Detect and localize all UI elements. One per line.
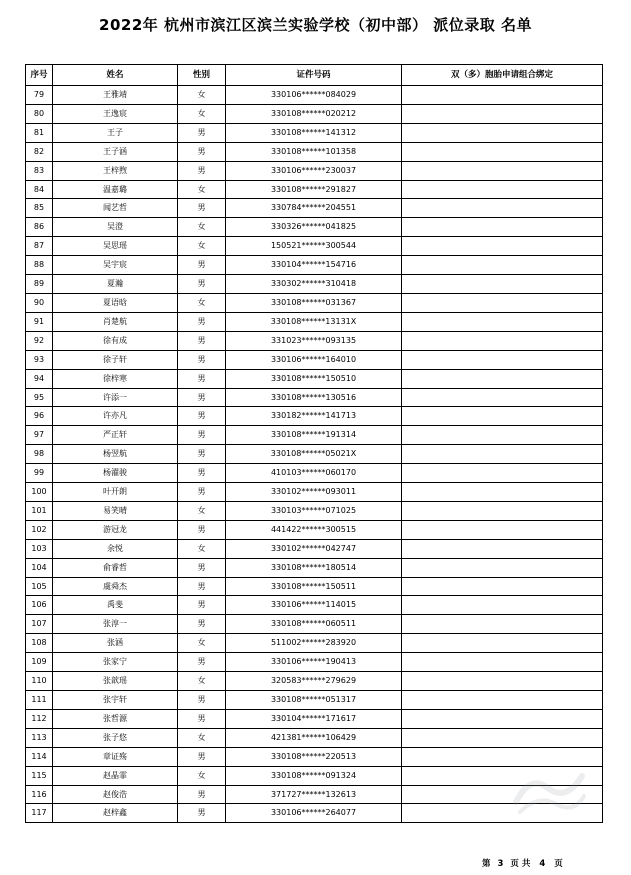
cell-twin-binding [402,218,603,237]
cell-no: 90 [26,293,53,312]
table-row [26,237,603,256]
cell-name: 俞睿哲 [53,558,178,577]
cell-twin-binding [402,483,603,502]
cell-gender: 男 [178,369,226,388]
cell-gender: 男 [178,520,226,539]
cell-no: 104 [26,558,53,577]
cell-gender: 男 [178,123,226,142]
table-row [26,426,603,445]
cell-twin-binding [402,350,603,369]
table-header-row [26,65,603,86]
cell-twin-binding [402,407,603,426]
cell-twin-binding [402,369,603,388]
cell-name: 易笑晴 [53,501,178,520]
cell-id: 330108******051317 [226,691,402,710]
cell-no: 103 [26,539,53,558]
cell-gender: 男 [178,691,226,710]
cell-gender: 女 [178,86,226,105]
table-row [26,615,603,634]
cell-gender: 男 [178,615,226,634]
cell-name: 张哲源 [53,709,178,728]
cell-gender: 男 [178,350,226,369]
cell-no: 85 [26,199,53,218]
cell-id: 330106******114015 [226,596,402,615]
cell-id: 330104******171617 [226,709,402,728]
cell-name: 禹斐 [53,596,178,615]
cell-gender: 男 [178,161,226,180]
cell-id: 441422******300515 [226,520,402,539]
cell-id: 330108******220513 [226,747,402,766]
cell-gender: 男 [178,331,226,350]
table-row [26,104,603,123]
cell-name: 章证殇 [53,747,178,766]
cell-name: 杨翌航 [53,445,178,464]
cell-no: 117 [26,804,53,823]
cell-twin-binding [402,464,603,483]
cell-name: 王雅靖 [53,86,178,105]
cell-twin-binding [402,256,603,275]
cell-no: 114 [26,747,53,766]
cell-no: 113 [26,728,53,747]
cell-twin-binding [402,312,603,331]
header-gender: 性别 [178,65,226,86]
cell-twin-binding [402,653,603,672]
cell-id: 330108******130516 [226,388,402,407]
cell-id: 330108******150511 [226,577,402,596]
cell-name: 杨濯骏 [53,464,178,483]
cell-twin-binding [402,634,603,653]
table-row [26,142,603,161]
cell-gender: 男 [178,596,226,615]
cell-gender: 女 [178,237,226,256]
cell-name: 赵梓鑫 [53,804,178,823]
cell-gender: 男 [178,558,226,577]
table-row [26,672,603,691]
header-name: 姓名 [53,65,178,86]
table-row [26,388,603,407]
cell-gender: 男 [178,577,226,596]
cell-name: 吴宇宸 [53,256,178,275]
cell-twin-binding [402,539,603,558]
cell-no: 84 [26,180,53,199]
cell-no: 92 [26,331,53,350]
cell-twin-binding [402,615,603,634]
cell-no: 116 [26,785,53,804]
cell-no: 91 [26,312,53,331]
cell-no: 82 [26,142,53,161]
cell-id: 330103******071025 [226,501,402,520]
cell-no: 108 [26,634,53,653]
cell-id: 330302******310418 [226,275,402,294]
cell-twin-binding [402,558,603,577]
cell-id: 330108******13131X [226,312,402,331]
cell-id: 330106******164010 [226,350,402,369]
cell-id: 330108******150510 [226,369,402,388]
table-body [26,86,603,823]
cell-gender: 女 [178,293,226,312]
cell-name: 赵晶霏 [53,766,178,785]
cell-name: 许亦凡 [53,407,178,426]
cell-gender: 男 [178,256,226,275]
cell-twin-binding [402,161,603,180]
cell-gender: 男 [178,275,226,294]
cell-twin-binding [402,501,603,520]
cell-twin-binding [402,426,603,445]
cell-twin-binding [402,577,603,596]
cell-gender: 男 [178,426,226,445]
cell-no: 80 [26,104,53,123]
cell-no: 88 [26,256,53,275]
cell-no: 100 [26,483,53,502]
cell-name: 夏瀚 [53,275,178,294]
cell-id: 150521******300544 [226,237,402,256]
cell-no: 97 [26,426,53,445]
cell-no: 115 [26,766,53,785]
table-row [26,634,603,653]
cell-twin-binding [402,691,603,710]
cell-name: 张歆瑶 [53,672,178,691]
cell-name: 叶开朗 [53,483,178,502]
cell-twin-binding [402,123,603,142]
cell-no: 96 [26,407,53,426]
cell-twin-binding [402,709,603,728]
cell-gender: 女 [178,728,226,747]
cell-id: 330108******180514 [226,558,402,577]
page-total: 4 [539,859,546,869]
cell-no: 105 [26,577,53,596]
cell-name: 王子 [53,123,178,142]
table-row [26,691,603,710]
table-row [26,312,603,331]
table-row [26,86,603,105]
cell-gender: 男 [178,709,226,728]
cell-name: 王逸宸 [53,104,178,123]
cell-name: 许添一 [53,388,178,407]
table-row [26,520,603,539]
cell-gender: 男 [178,653,226,672]
cell-twin-binding [402,672,603,691]
cell-id: 330108******291827 [226,180,402,199]
cell-name: 张宇轩 [53,691,178,710]
cell-no: 106 [26,596,53,615]
cell-twin-binding [402,142,603,161]
table-row [26,180,603,199]
cell-id: 330182******141713 [226,407,402,426]
cell-name: 徐梓寒 [53,369,178,388]
page-prefix: 第 [482,859,491,869]
cell-no: 95 [26,388,53,407]
cell-twin-binding [402,388,603,407]
cell-no: 94 [26,369,53,388]
cell-id: 330108******020212 [226,104,402,123]
cell-name: 严正轩 [53,426,178,445]
cell-twin-binding [402,331,603,350]
table-row [26,293,603,312]
cell-gender: 女 [178,539,226,558]
page-title: 2022年 杭州市滨江区滨兰实验学校（初中部） 派位录取 名单 [99,16,532,34]
cell-id: 330106******264077 [226,804,402,823]
cell-id: 330108******141312 [226,123,402,142]
table-row [26,464,603,483]
page-footer [482,857,563,869]
cell-no: 109 [26,653,53,672]
table-row [26,275,603,294]
cell-name: 张子悠 [53,728,178,747]
page-current: 3 [497,859,504,869]
cell-id: 330108******101358 [226,142,402,161]
table-row [26,501,603,520]
cell-twin-binding [402,199,603,218]
cell-gender: 男 [178,142,226,161]
table-row [26,653,603,672]
cell-name: 赵俊浩 [53,785,178,804]
cell-no: 99 [26,464,53,483]
cell-gender: 女 [178,672,226,691]
table-row [26,161,603,180]
cell-id: 330102******042747 [226,539,402,558]
cell-id: 511002******283920 [226,634,402,653]
cell-no: 87 [26,237,53,256]
cell-id: 330326******041825 [226,218,402,237]
table-row [26,483,603,502]
cell-id: 330106******084029 [226,86,402,105]
table-row [26,123,603,142]
cell-twin-binding [402,293,603,312]
cell-gender: 男 [178,199,226,218]
table-row [26,256,603,275]
cell-id: 330108******091324 [226,766,402,785]
cell-gender: 女 [178,180,226,199]
cell-id: 421381******106429 [226,728,402,747]
watermark-logo-icon [508,758,588,818]
cell-id: 330108******031367 [226,293,402,312]
cell-twin-binding [402,275,603,294]
cell-id: 330108******191314 [226,426,402,445]
cell-name: 张涵 [53,634,178,653]
cell-gender: 女 [178,766,226,785]
cell-name: 王子涵 [53,142,178,161]
cell-id: 320583******279629 [226,672,402,691]
table-row [26,445,603,464]
cell-name: 肖楚航 [53,312,178,331]
cell-name: 虞舜杰 [53,577,178,596]
table-row [26,199,603,218]
cell-no: 89 [26,275,53,294]
cell-no: 83 [26,161,53,180]
table-row [26,218,603,237]
cell-id: 330108******05021X [226,445,402,464]
cell-twin-binding [402,520,603,539]
cell-no: 107 [26,615,53,634]
cell-gender: 女 [178,104,226,123]
table-row [26,350,603,369]
cell-twin-binding [402,86,603,105]
cell-gender: 男 [178,312,226,331]
cell-id: 331023******093135 [226,331,402,350]
cell-name: 王梓煦 [53,161,178,180]
cell-gender: 男 [178,464,226,483]
cell-name: 温嘉璐 [53,180,178,199]
table-row [26,539,603,558]
cell-id: 330106******230037 [226,161,402,180]
cell-no: 79 [26,86,53,105]
cell-id: 330102******093011 [226,483,402,502]
cell-id: 330108******060511 [226,615,402,634]
table-row [26,558,603,577]
cell-gender: 男 [178,388,226,407]
cell-no: 102 [26,520,53,539]
cell-gender: 男 [178,407,226,426]
table-row [26,407,603,426]
admission-table [25,64,603,823]
page-mid: 页 共 [510,859,531,869]
cell-twin-binding [402,728,603,747]
table-row [26,331,603,350]
table-row [26,596,603,615]
header-id: 证件号码 [226,65,402,86]
page-suffix: 页 [554,859,563,869]
table-row [26,728,603,747]
cell-twin-binding [402,237,603,256]
cell-no: 81 [26,123,53,142]
cell-no: 110 [26,672,53,691]
cell-id: 330784******204551 [226,199,402,218]
cell-name: 徐有成 [53,331,178,350]
cell-name: 闻艺哲 [53,199,178,218]
cell-gender: 男 [178,747,226,766]
cell-gender: 男 [178,483,226,502]
cell-no: 93 [26,350,53,369]
cell-gender: 男 [178,785,226,804]
cell-name: 徐子轩 [53,350,178,369]
cell-id: 371727******132613 [226,785,402,804]
cell-gender: 男 [178,804,226,823]
cell-id: 330106******190413 [226,653,402,672]
cell-no: 112 [26,709,53,728]
cell-name: 张家宁 [53,653,178,672]
header-twin-binding: 双（多）胞胎申请组合绑定 [402,65,603,86]
cell-name: 吴思瑶 [53,237,178,256]
header-no: 序号 [26,65,53,86]
cell-twin-binding [402,104,603,123]
cell-name: 余悦 [53,539,178,558]
cell-no: 86 [26,218,53,237]
cell-id: 410103******060170 [226,464,402,483]
cell-name: 夏语晗 [53,293,178,312]
cell-gender: 女 [178,218,226,237]
cell-name: 游冠龙 [53,520,178,539]
cell-no: 111 [26,691,53,710]
cell-id: 330104******154716 [226,256,402,275]
cell-name: 张淳一 [53,615,178,634]
cell-gender: 女 [178,501,226,520]
cell-twin-binding [402,596,603,615]
table-row [26,709,603,728]
cell-name: 吴澄 [53,218,178,237]
cell-no: 101 [26,501,53,520]
cell-gender: 女 [178,634,226,653]
cell-no: 98 [26,445,53,464]
table-row [26,369,603,388]
cell-twin-binding [402,445,603,464]
table-row [26,577,603,596]
cell-twin-binding [402,180,603,199]
cell-gender: 男 [178,445,226,464]
